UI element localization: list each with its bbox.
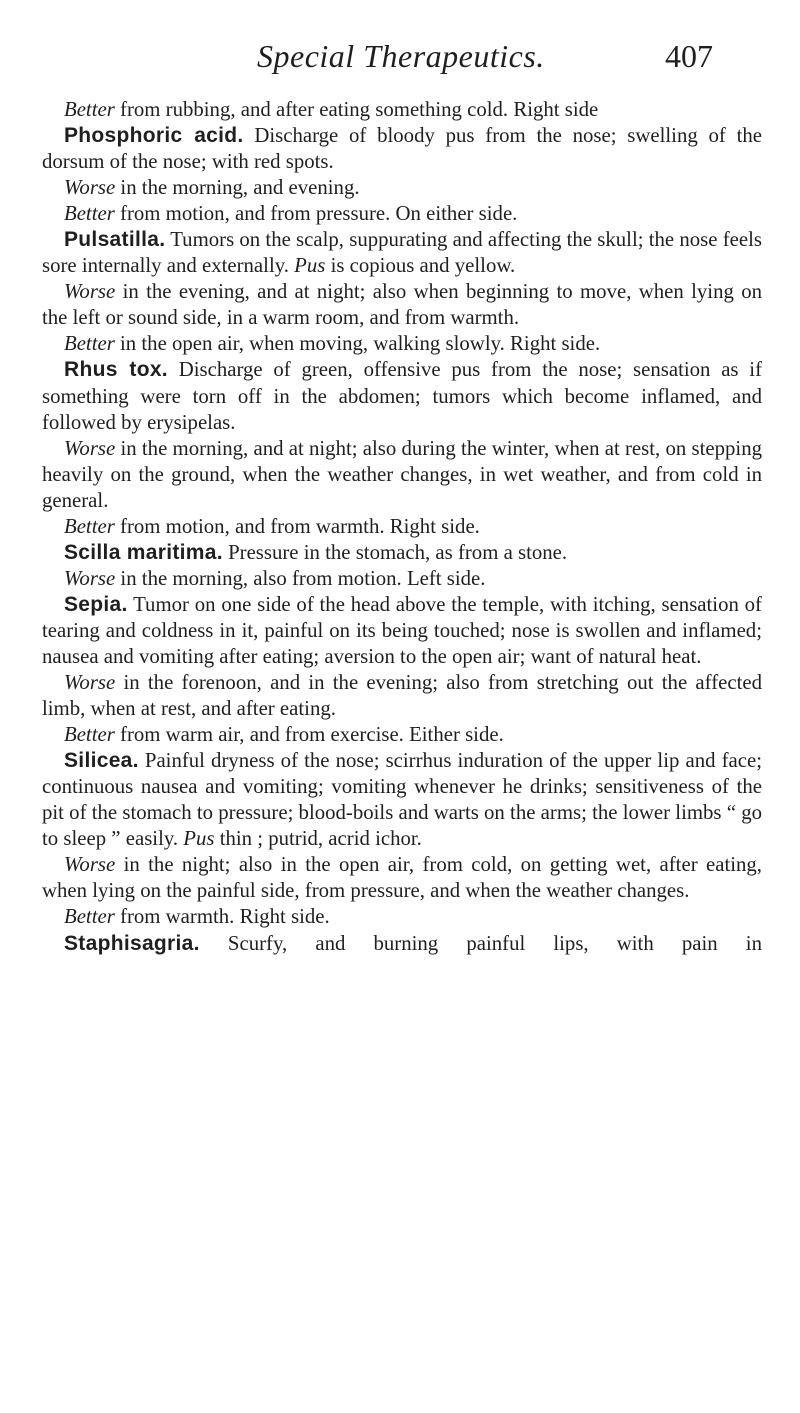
better-text: in the open air, when moving, walking slowly. Right side.: [114, 332, 601, 356]
remedy-description: Tumor on one side of the head above the temple, with itching, sensation of tearing and coldness in it, painful on its being touched; nose is swollen and inflamed; nausea and vomiting after eating; aversion to the open air; want of natural heat.: [42, 592, 762, 668]
better-label: Better: [64, 98, 115, 121]
page-number: 407: [665, 38, 713, 74]
pus-term: Pus: [294, 254, 326, 278]
worse-label: Worse: [64, 671, 116, 695]
better-text: from warmth. Right side.: [114, 905, 330, 929]
worse-text: in the morning, and evening.: [115, 176, 360, 200]
remedy-name: Phosphoric acid.: [64, 124, 244, 148]
better-label: Better: [64, 905, 115, 929]
better-label: Better: [64, 723, 115, 747]
remedy-description: Discharge of green, offensive pus from the nose; sensation as if something were torn off in the abdomen; tumors which become inflamed, and followed by erysipelas.: [42, 358, 762, 434]
running-title: Special Therapeutics.: [257, 38, 545, 74]
better-line: [42, 331, 762, 357]
worse-label: Worse: [64, 853, 116, 877]
better-text: from motion, and from warmth. Right side.: [114, 514, 480, 538]
remedy-description: Pressure in the stomach, as from a stone.: [222, 540, 568, 564]
better-label: Better: [64, 332, 115, 356]
better-label: Better: [64, 202, 115, 226]
worse-text: in the forenoon, and in the evening; also from stretching out the affected limb, when at rest, and after eating.: [42, 671, 762, 721]
better-text: from rubbing, and after eating something cold. Right side: [114, 98, 599, 121]
remedy-name: Staphisagria.: [64, 931, 200, 955]
remedy-paragraph: [42, 227, 762, 279]
remedy-paragraph: [42, 123, 762, 175]
remedy-paragraph: [42, 748, 762, 852]
worse-line: [42, 670, 762, 722]
remedy-name: Sepia.: [64, 592, 128, 616]
better-text: from warm air, and from exercise. Either side.: [114, 723, 504, 747]
better-line: [42, 904, 762, 930]
running-header: [0, 38, 800, 78]
worse-label: Worse: [64, 566, 116, 590]
remedy-description-tail: is copious and yellow.: [325, 254, 516, 278]
remedy-name: Pulsatilla.: [64, 228, 166, 252]
remedy-description: Scurfy, and burning painful lips, with pain in: [199, 931, 762, 955]
remedy-description: Painful dryness of the nose; scirrhus induration of the upper lip and face; continuous nausea and vomiting; vomiting whenever he drinks; sensitiveness of the pit of the stomach to pressure; blood-boils and warts on the arms; the lower limbs “ go to sleep ” easily.: [42, 749, 762, 851]
better-text: from motion, and from pressure. On either side.: [114, 202, 518, 226]
worse-text: in the morning, also from motion. Left side.: [115, 566, 486, 590]
better-line: [42, 722, 762, 748]
worse-line: [42, 852, 762, 904]
remedy-paragraph: [42, 540, 762, 566]
worse-line: [42, 566, 762, 592]
page-body: [42, 97, 762, 957]
remedy-paragraph: [42, 357, 762, 435]
remedy-paragraph: [42, 931, 762, 957]
remedy-name: Scilla maritima.: [64, 540, 223, 564]
remedy-name: Rhus tox.: [64, 358, 168, 382]
better-label: Better: [64, 514, 115, 538]
better-line: [42, 201, 762, 227]
worse-text: in the morning, and at night; also during the winter, when at rest, on stepping heavily on the ground, when the weather changes, in wet weather, and from cold in general.: [42, 436, 762, 512]
remedy-description: Tumors on the scalp, suppurating and affecting the skull; the nose feels sore internally and externally.: [42, 228, 762, 278]
better-line: [42, 97, 762, 123]
worse-label: Worse: [64, 280, 116, 304]
worse-label: Worse: [64, 176, 116, 200]
pus-term: Pus: [183, 827, 215, 851]
better-line: [42, 514, 762, 540]
remedy-description: Discharge of bloody pus from the nose; swelling of the dorsum of the nose; with red spots.: [42, 124, 763, 174]
worse-text: in the evening, and at night; also when beginning to move, when lying on the left or sound side, in a warm room, and from warmth.: [42, 280, 762, 330]
remedy-description-tail: thin ; putrid, acrid ichor.: [214, 827, 422, 851]
worse-text: in the night; also in the open air, from cold, on getting wet, after eating, when lying on the painful side, from pressure, and when the weather changes.: [42, 853, 762, 903]
worse-line: [42, 175, 762, 201]
worse-line: [42, 279, 762, 331]
worse-label: Worse: [64, 436, 116, 460]
remedy-name: Silicea.: [64, 749, 139, 773]
remedy-paragraph: [42, 592, 762, 670]
worse-line: [42, 436, 762, 514]
